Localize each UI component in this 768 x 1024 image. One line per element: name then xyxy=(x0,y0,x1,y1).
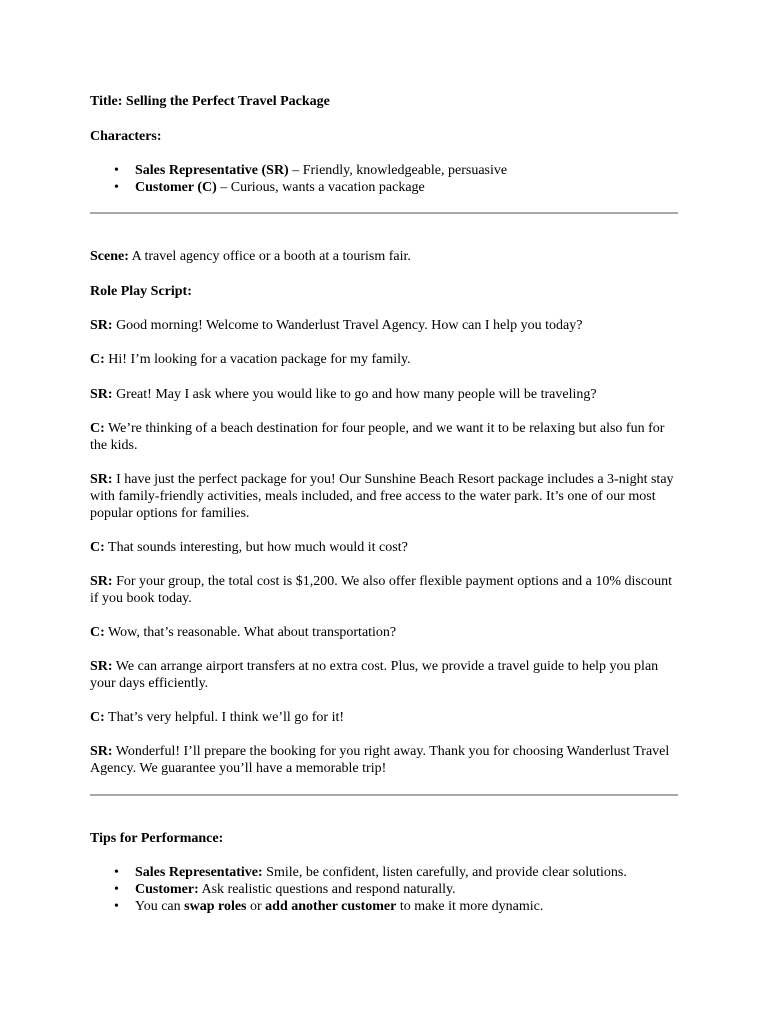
document-title: Title: Selling the Perfect Travel Package xyxy=(90,94,330,109)
dialogue-line: SR: I have just the perfect package for you! Our Sunshine Beach Resort package includes a 3-night stay with family-friendly activities, meals included, and free access to the water park. It’s one of our most popular options for families. xyxy=(90,472,674,521)
divider xyxy=(90,212,678,214)
characters-heading: Characters: xyxy=(90,129,162,144)
list-item: • Customer: Ask realistic questions and respond naturally. xyxy=(90,881,680,898)
dialogue-line: C: That’s very helpful. I think we’ll go for it! xyxy=(90,710,345,725)
dialogue-line: C: Wow, that’s reasonable. What about transportation? xyxy=(90,625,397,640)
script-heading: Role Play Script: xyxy=(90,284,192,299)
divider xyxy=(90,794,678,796)
dialogue-line: SR: Wonderful! I’ll prepare the booking for you right away. Thank you for choosing Wanderlust Travel Agency. We guarantee you’ll have a memorable trip! xyxy=(90,744,670,776)
scene-line: Scene: A travel agency office or a booth at a tourism fair. xyxy=(90,249,411,264)
list-item: • Customer (C) – Curious, wants a vacation package xyxy=(90,179,680,196)
dialogue-line: SR: For your group, the total cost is $1,200. We also offer flexible payment options and a 10% discount if you book today. xyxy=(90,574,672,606)
dialogue-line: C: We’re thinking of a beach destination for four people, and we want it to be relaxing but also fun for the kids. xyxy=(90,421,665,453)
tips-heading: Tips for Performance: xyxy=(90,831,224,846)
dialogue-line: SR: Great! May I ask where you would like to go and how many people will be traveling? xyxy=(90,387,597,402)
list-item: • Sales Representative (SR) – Friendly, knowledgeable, persuasive xyxy=(90,162,680,179)
dialogue-line: SR: Good morning! Welcome to Wanderlust Travel Agency. How can I help you today? xyxy=(90,318,583,333)
tips-list xyxy=(90,864,680,915)
dialogue-line: C: Hi! I’m looking for a vacation package for my family. xyxy=(90,352,411,367)
list-item: • You can swap roles or add another customer to make it more dynamic. xyxy=(90,898,680,915)
characters-list xyxy=(90,162,680,196)
list-item: • Sales Representative: Smile, be confident, listen carefully, and provide clear solutions. xyxy=(90,864,680,881)
dialogue-line: SR: We can arrange airport transfers at no extra cost. Plus, we provide a travel guide to help you plan your days efficiently. xyxy=(90,659,659,691)
dialogue-line: C: That sounds interesting, but how much would it cost? xyxy=(90,540,408,555)
